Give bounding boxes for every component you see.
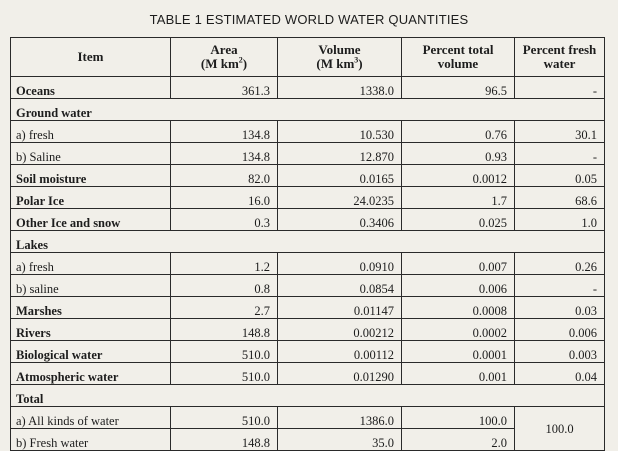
volume-cell: 0.01290 (278, 363, 402, 385)
area-cell: 510.0 (171, 363, 278, 385)
area-cell: 134.8 (171, 121, 278, 143)
volume-cell: 0.00112 (278, 341, 402, 363)
header-volume-unit: (M km (316, 56, 355, 71)
area-cell: 1.2 (171, 253, 278, 275)
item-cell: b) Fresh water (11, 429, 171, 451)
header-area-line1: Area (210, 42, 238, 57)
table-row (11, 143, 605, 165)
item-cell: Oceans (11, 77, 171, 99)
percent-fresh-cell: 0.05 (515, 165, 605, 187)
table-row (11, 341, 605, 363)
header-percent-total: Percent total volume (402, 38, 515, 77)
header-area-sup: 2 (238, 55, 243, 65)
area-cell: 134.8 (171, 143, 278, 165)
area-cell: 510.0 (171, 341, 278, 363)
volume-cell: 10.530 (278, 121, 402, 143)
area-cell: 16.0 (171, 187, 278, 209)
area-cell: 82.0 (171, 165, 278, 187)
percent-total-cell: 100.0 (402, 407, 515, 429)
percent-fresh-cell: - (515, 77, 605, 99)
section-label: Lakes (11, 231, 605, 253)
section-row (11, 385, 605, 407)
area-cell: 510.0 (171, 407, 278, 429)
area-cell: 148.8 (171, 429, 278, 451)
table-row (11, 275, 605, 297)
volume-cell: 24.0235 (278, 187, 402, 209)
percent-total-cell: 0.0002 (402, 319, 515, 341)
table-row (11, 253, 605, 275)
table-row (11, 363, 605, 385)
percent-total-cell: 0.0012 (402, 165, 515, 187)
header-volume (278, 38, 402, 77)
water-quantities-table (10, 37, 605, 451)
percent-total-cell: 0.0008 (402, 297, 515, 319)
percent-total-cell: 0.025 (402, 209, 515, 231)
volume-cell: 0.0910 (278, 253, 402, 275)
volume-cell: 1386.0 (278, 407, 402, 429)
table-row (11, 319, 605, 341)
table-row (11, 297, 605, 319)
volume-cell: 35.0 (278, 429, 402, 451)
percent-fresh-total-cell: 100.0 (515, 407, 605, 451)
volume-cell: 12.870 (278, 143, 402, 165)
percent-fresh-cell: 0.003 (515, 341, 605, 363)
volume-cell: 0.00212 (278, 319, 402, 341)
area-cell: 148.8 (171, 319, 278, 341)
percent-total-cell: 0.76 (402, 121, 515, 143)
area-cell: 0.8 (171, 275, 278, 297)
header-percent-fresh: Percent fresh water (515, 38, 605, 77)
percent-fresh-cell: 0.26 (515, 253, 605, 275)
percent-total-cell: 0.0001 (402, 341, 515, 363)
item-cell: a) fresh (11, 253, 171, 275)
area-cell: 2.7 (171, 297, 278, 319)
item-cell: b) saline (11, 275, 171, 297)
header-volume-line1: Volume (318, 42, 361, 57)
table-row (11, 77, 605, 99)
item-cell: Other Ice and snow (11, 209, 171, 231)
item-cell: Atmospheric water (11, 363, 171, 385)
volume-cell: 0.0854 (278, 275, 402, 297)
percent-total-cell: 0.007 (402, 253, 515, 275)
table-row (11, 121, 605, 143)
header-area (171, 38, 278, 77)
item-cell: Soil moisture (11, 165, 171, 187)
item-cell: Marshes (11, 297, 171, 319)
section-label: Ground water (11, 99, 605, 121)
section-row (11, 231, 605, 253)
percent-fresh-cell: 68.6 (515, 187, 605, 209)
percent-total-cell: 1.7 (402, 187, 515, 209)
table-title: TABLE 1 ESTIMATED WORLD WATER QUANTITIES (149, 12, 469, 27)
header-row (11, 38, 605, 77)
volume-cell: 0.0165 (278, 165, 402, 187)
item-cell: Biological water (11, 341, 171, 363)
item-cell: Rivers (11, 319, 171, 341)
percent-fresh-cell: 0.03 (515, 297, 605, 319)
volume-cell: 0.3406 (278, 209, 402, 231)
header-item: Item (11, 38, 171, 77)
table-row (11, 407, 605, 429)
item-cell: a) All kinds of water (11, 407, 171, 429)
table-row (11, 165, 605, 187)
volume-cell: 1338.0 (278, 77, 402, 99)
section-label: Total (11, 385, 605, 407)
table-row (11, 187, 605, 209)
percent-fresh-cell: 1.0 (515, 209, 605, 231)
percent-fresh-cell: 30.1 (515, 121, 605, 143)
area-cell: 361.3 (171, 77, 278, 99)
area-cell: 0.3 (171, 209, 278, 231)
header-volume-sup: 3 (354, 55, 359, 65)
percent-total-cell: 0.001 (402, 363, 515, 385)
header-volume-close: ) (358, 56, 363, 71)
percent-fresh-cell: - (515, 143, 605, 165)
item-cell: b) Saline (11, 143, 171, 165)
section-row (11, 99, 605, 121)
percent-total-cell: 96.5 (402, 77, 515, 99)
header-area-close: ) (242, 56, 248, 71)
percent-total-cell: 0.93 (402, 143, 515, 165)
header-area-unit: (M km (200, 56, 239, 71)
table-row (11, 209, 605, 231)
percent-total-cell: 0.006 (402, 275, 515, 297)
table-body (11, 77, 605, 451)
percent-fresh-cell: 0.04 (515, 363, 605, 385)
percent-fresh-cell: 0.006 (515, 319, 605, 341)
percent-total-cell: 2.0 (402, 429, 515, 451)
item-cell: Polar Ice (11, 187, 171, 209)
item-cell: a) fresh (11, 121, 171, 143)
percent-fresh-cell: - (515, 275, 605, 297)
volume-cell: 0.01147 (278, 297, 402, 319)
